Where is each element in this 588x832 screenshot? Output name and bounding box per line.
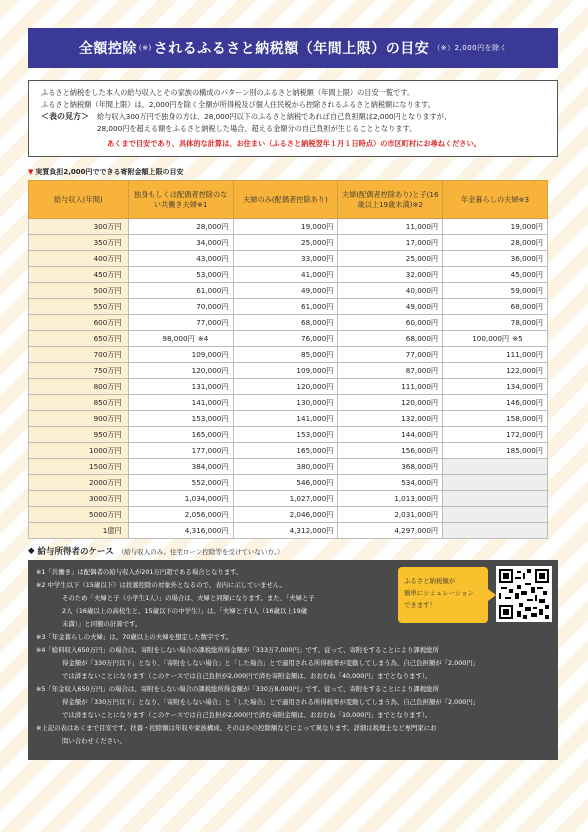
note-3: ※3「年金暮らしの夫婦」は、70歳以上の夫婦を想定した数字です。 [36, 633, 232, 641]
simulation-line-3: できます！ [404, 601, 436, 609]
couple-child-cell: 111,000円 [338, 379, 443, 395]
title-mark: (※) [138, 44, 152, 52]
table-row [29, 219, 548, 235]
donation-limit-table [28, 180, 548, 539]
single-cell: 4,316,000円 [128, 523, 233, 539]
title-pre: 全額控除 [78, 41, 137, 57]
couple-child-cell: 1,013,000円 [338, 491, 443, 507]
couple-child-cell: 49,000円 [338, 299, 443, 315]
note-2-cont-1: そのため「夫婦と子（小学生1人）」の場合は、夫婦と同額になります。また、「夫婦と子 [62, 594, 315, 602]
single-cell: 131,000円 [128, 379, 233, 395]
couple-cell: 546,000円 [233, 475, 338, 491]
page-title [28, 28, 558, 68]
pension-couple-cell [443, 491, 548, 507]
table-row [29, 395, 548, 411]
single-cell: 153,000円 [128, 411, 233, 427]
intro-line-2: ふるさと納税額（年間上限）は、2,000円を除く全額が所得税及び個人住民税から控除されるふるさと納税額になります。 [41, 100, 435, 109]
table-row [29, 331, 548, 347]
table-row [29, 443, 548, 459]
couple-cell: 109,000円 [233, 363, 338, 379]
couple-cell: 153,000円 [233, 427, 338, 443]
page [28, 28, 558, 760]
header-couple-child: 夫婦(配偶者控除あり)と子(16歳以上19歳未満)※2 [338, 181, 443, 219]
single-cell: 141,000円 [128, 395, 233, 411]
income-cell: 350万円 [29, 235, 129, 251]
note-disclaimer: ※上記の表はあくまで目安です。扶養・控除額は年収や家族構成、そのほかの控除額などによって異なります。詳細は税理士など専門家にお [36, 724, 437, 732]
note-5-cont-1: 得金額が「330万円以下」となり、「寄附をしない場合」と「した場合」とで適用される所得税率が変動してしまう為、自己負担額が「2,000円」 [62, 698, 480, 706]
income-cell: 800万円 [29, 379, 129, 395]
couple-child-cell: 120,000円 [338, 395, 443, 411]
note-disclaimer-cont: 問い合わせください。 [62, 737, 126, 745]
pension-couple-cell: 45,000円 [443, 267, 548, 283]
table-row [29, 251, 548, 267]
header-couple: 夫婦のみ(配偶者控除あり) [233, 181, 338, 219]
note-4-cont-1: 得金額が「330万円以下」となり、「寄附をしない場合」と「した場合」とで適用される所得税率が変動してしまう為、自己負担額が「2,000円」 [62, 659, 480, 667]
simulation-line-2: 簡単にシミュレーション [404, 589, 474, 597]
income-cell: 300万円 [29, 219, 129, 235]
pension-couple-cell [443, 523, 548, 539]
table-header-row [29, 181, 548, 219]
table-row [29, 507, 548, 523]
couple-child-cell: 87,000円 [338, 363, 443, 379]
warning-text: あくまで目安であり、具体的な計算は、お住まい（ふるさと納税翌年１月１日時点）の市区町村にお尋ねください。 [107, 139, 481, 148]
header-pension-couple: 年金暮らしの夫婦※3 [443, 181, 548, 219]
income-cell: 650万円 [29, 331, 129, 347]
couple-cell: 141,000円 [233, 411, 338, 427]
single-cell-footnote: ※4 [197, 333, 209, 343]
couple-child-cell: 68,000円 [338, 331, 443, 347]
income-cell: 1000万円 [29, 443, 129, 459]
note-4-cont-2: では済まないことになります（このケースでは自己負担が2,000円で済む寄附金額は、おおむね「40,000円」までとなります）。 [62, 672, 432, 680]
pension-couple-cell-value: 100,000円 [472, 333, 510, 343]
table-row [29, 475, 548, 491]
section-title: 給与所得者のケース [37, 547, 114, 557]
couple-child-cell: 60,000円 [338, 315, 443, 331]
note-2-cont-2: 2人（16歳以上の高校生と、15歳以下の中学生）」は、「夫婦と子1人（16歳以上19歳 [62, 607, 308, 615]
single-cell: 2,056,000円 [128, 507, 233, 523]
income-cell: 850万円 [29, 395, 129, 411]
couple-cell: 33,000円 [233, 251, 338, 267]
table-caption [28, 167, 558, 177]
table-row [29, 283, 548, 299]
how-to-read-line-2: 28,000円を超える額をふるさと納税した場合、超える金額分の自己負担が生じることとなります。 [97, 124, 417, 133]
couple-child-cell: 11,000円 [338, 219, 443, 235]
table-row [29, 363, 548, 379]
couple-child-cell: 132,000円 [338, 411, 443, 427]
income-cell: 3000万円 [29, 491, 129, 507]
single-cell: 28,000円 [128, 219, 233, 235]
income-cell: 600万円 [29, 315, 129, 331]
pension-couple-cell: 146,000円 [443, 395, 548, 411]
couple-cell: 380,000円 [233, 459, 338, 475]
table-body [29, 219, 548, 539]
couple-child-cell: 156,000円 [338, 443, 443, 459]
single-cell: 165,000円 [128, 427, 233, 443]
couple-cell: 19,000円 [233, 219, 338, 235]
pension-couple-cell: 185,000円 [443, 443, 548, 459]
pension-couple-cell: 59,000円 [443, 283, 548, 299]
income-cell: 5000万円 [29, 507, 129, 523]
header-income: 給与収入(年間) [29, 181, 129, 219]
couple-child-cell: 2,031,000円 [338, 507, 443, 523]
pension-couple-cell: 158,000円 [443, 411, 548, 427]
pension-couple-cell [443, 331, 548, 347]
title-note-mark: （※） [433, 44, 455, 52]
income-cell: 950万円 [29, 427, 129, 443]
table-row [29, 379, 548, 395]
table-row [29, 411, 548, 427]
table-row [29, 235, 548, 251]
pension-couple-cell: 36,000円 [443, 251, 548, 267]
note-4: ※4「給料収入650万円」の場合は、寄附をしない場合の課税総所得金額が「333万7,000円」です。従って、寄附をすることにより課税総所 [36, 646, 439, 654]
couple-child-cell: 144,000円 [338, 427, 443, 443]
pension-couple-cell [443, 475, 548, 491]
income-cell: 450万円 [29, 267, 129, 283]
single-cell: 1,034,000円 [128, 491, 233, 507]
pension-couple-cell: 111,000円 [443, 347, 548, 363]
couple-cell: 61,000円 [233, 299, 338, 315]
income-cell: 750万円 [29, 363, 129, 379]
income-cell: 1500万円 [29, 459, 129, 475]
table-row [29, 267, 548, 283]
income-cell: 700万円 [29, 347, 129, 363]
couple-child-cell: 32,000円 [338, 267, 443, 283]
single-cell: 109,000円 [128, 347, 233, 363]
couple-cell: 68,000円 [233, 315, 338, 331]
income-cell: 400万円 [29, 251, 129, 267]
intro-line-1: ふるさと納税をした本人の給与収入とその家族の構成のパターン別のふるさと納税額（年間上限）の目安一覧です。 [41, 88, 415, 97]
diamond-icon: ◆ [28, 546, 35, 556]
couple-child-cell: 4,297,000円 [338, 523, 443, 539]
couple-child-cell: 368,000円 [338, 459, 443, 475]
single-cell: 77,000円 [128, 315, 233, 331]
triangle-down-icon: ▼ [28, 168, 34, 176]
table-caption-text: 実質負担2,000円でできる寄附金額上限の目安 [35, 168, 184, 176]
pension-couple-cell: 134,000円 [443, 379, 548, 395]
couple-cell: 130,000円 [233, 395, 338, 411]
income-cell: 1億円 [29, 523, 129, 539]
table-row [29, 315, 548, 331]
title-note-text: 2,000円を除く [454, 44, 508, 52]
couple-cell: 85,000円 [233, 347, 338, 363]
pension-couple-cell-footnote: ※5 [512, 333, 523, 343]
couple-child-cell: 40,000円 [338, 283, 443, 299]
couple-child-cell: 17,000円 [338, 235, 443, 251]
single-cell: 384,000円 [128, 459, 233, 475]
simulation-callout [398, 567, 488, 623]
single-cell-value: 98,000円 [162, 333, 195, 343]
income-cell: 500万円 [29, 283, 129, 299]
couple-cell: 76,000円 [233, 331, 338, 347]
simulation-line-1: ふるさと納税額が [404, 577, 456, 585]
couple-child-cell: 25,000円 [338, 251, 443, 267]
pension-couple-cell: 122,000円 [443, 363, 548, 379]
section-subtitle: （給与収入のみ。住宅ローン控除等を受けていない方。） [117, 547, 284, 556]
note-2-cont-3: 未満）」と同額の計算です。 [62, 620, 142, 628]
section-heading [28, 545, 558, 557]
table-row [29, 299, 548, 315]
qr-code-icon[interactable] [496, 566, 552, 622]
table-row [29, 523, 548, 539]
note-5: ※5「年金収入650万円」の場合は、寄附をしない場合の課税総所得金額が「330万8,000円」です。従って、寄附をすることにより課税総所 [36, 685, 439, 693]
pension-couple-cell: 68,000円 [443, 299, 548, 315]
title-post: されるふるさと納税額（年間上限）の目安 [153, 41, 430, 57]
pension-couple-cell [443, 459, 548, 475]
pension-couple-cell: 78,000円 [443, 315, 548, 331]
pension-couple-cell [443, 507, 548, 523]
note-2: ※2 中学生以下（15歳以下）は扶養控除の対象外となるので、表内に示していません。 [36, 581, 286, 589]
income-cell: 550万円 [29, 299, 129, 315]
single-cell: 120,000円 [128, 363, 233, 379]
single-cell: 61,000円 [128, 283, 233, 299]
couple-cell: 41,000円 [233, 267, 338, 283]
single-cell [128, 331, 233, 347]
table-row [29, 491, 548, 507]
income-cell: 900万円 [29, 411, 129, 427]
note-5-cont-2: では済まないことになります（このケースでは自己負担が2,000円で済む寄附金額は、おおむね「10,000円」までとなります）。 [62, 711, 432, 719]
notes-box [28, 560, 558, 760]
couple-cell: 2,046,000円 [233, 507, 338, 523]
single-cell: 70,000円 [128, 299, 233, 315]
couple-cell: 4,312,000円 [233, 523, 338, 539]
single-cell: 34,000円 [128, 235, 233, 251]
pension-couple-cell: 19,000円 [443, 219, 548, 235]
table-row [29, 427, 548, 443]
header-single: 独身もしくは配偶者控除のない共働き夫婦※1 [128, 181, 233, 219]
couple-child-cell: 534,000円 [338, 475, 443, 491]
title-note [433, 43, 507, 53]
note-1: ※1「共働き」は配偶者の給与収入が201万円超である場合となります。 [36, 568, 243, 576]
couple-cell: 25,000円 [233, 235, 338, 251]
couple-cell: 1,027,000円 [233, 491, 338, 507]
single-cell: 53,000円 [128, 267, 233, 283]
table-row [29, 459, 548, 475]
couple-cell: 165,000円 [233, 443, 338, 459]
couple-child-cell: 77,000円 [338, 347, 443, 363]
how-to-read [41, 111, 547, 135]
couple-cell: 49,000円 [233, 283, 338, 299]
intro-box [28, 80, 558, 157]
how-to-read-line-1: 給与収入300万円で独身の方は、28,000円以下のふるさと納税であれば自己負担額は2,000円となりますが、 [97, 112, 452, 121]
couple-cell: 120,000円 [233, 379, 338, 395]
single-cell: 177,000円 [128, 443, 233, 459]
table-row [29, 347, 548, 363]
pension-couple-cell: 28,000円 [443, 235, 548, 251]
income-cell: 2000万円 [29, 475, 129, 491]
single-cell: 43,000円 [128, 251, 233, 267]
pension-couple-cell: 172,000円 [443, 427, 548, 443]
single-cell: 552,000円 [128, 475, 233, 491]
how-to-read-label: ＜表の見方＞ [41, 112, 89, 121]
